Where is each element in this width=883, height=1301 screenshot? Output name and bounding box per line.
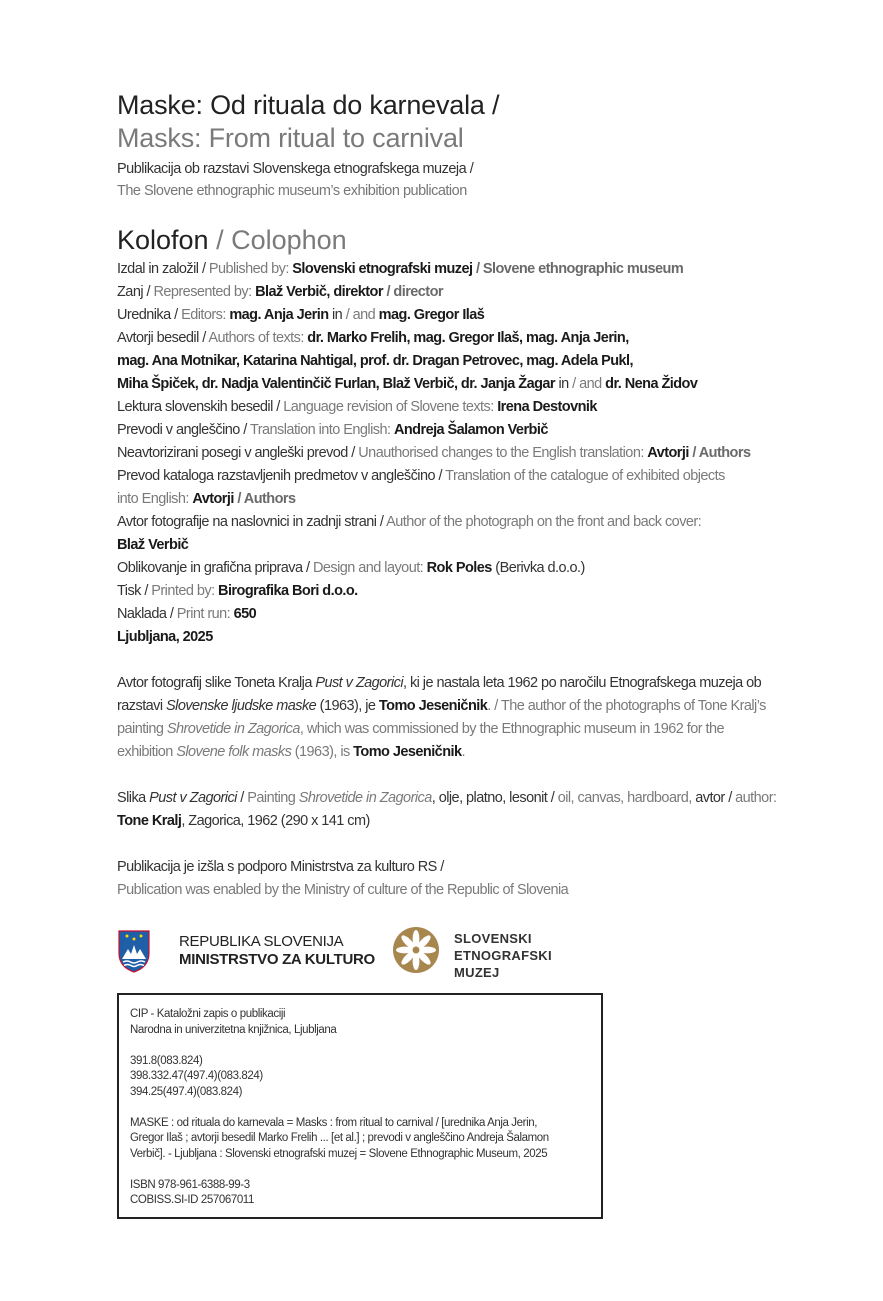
editors-label-sl: Urednika / [117,307,182,323]
cip-udc-1: 391.8(083.824) [130,1054,203,1067]
authors-line [117,327,777,350]
place-year: Ljubljana, 2025 [117,629,213,645]
print-label-sl: Tisk / [117,583,152,599]
pt-4: Painting [247,790,299,806]
design-line [117,557,777,580]
pc-12: Tomo Jeseničnik [353,744,462,760]
cip-record-box [117,993,603,1219]
colophon-heading-en: Colophon [231,225,347,255]
subtitle-english: The Slovene ethnographic museum’s exhibition publication [117,183,467,199]
print-label-en: Printed by: [151,583,219,599]
translation-line [117,419,777,442]
editors-line [117,304,777,327]
pc-5: (1963), je [316,698,379,714]
support-sl: Publikacija je izšla s podporo Ministrstva za kulturo RS / [117,859,444,875]
pc-4: Slovenske ljudske maske [166,698,317,714]
pt-9: author: [735,790,777,806]
unauth-value-en: / Authors [688,445,751,461]
cip-record-line-1: MASKE : od rituala do karnevala = Masks : from ritual to carnival / [urednika Anja Jerin, [130,1116,538,1129]
pc-3: , ki je nastala leta 1962 po naročilu Etnografskega muzeja ob razstavi [117,675,762,714]
authors-label-en: Authors of texts: [208,330,308,346]
unauth-label-sl: Neavtorizirani posegi v angleški prevod / [117,445,359,461]
support-paragraph [117,856,777,902]
catalogue-label-en: Translation of the catalogue of exhibited objects [445,468,725,484]
pt-11: , Zagorica, 1962 (290 x 141 cm) [181,813,370,829]
run-label-sl: Naklada / [117,606,177,622]
represented-label-en: Represented by: [153,284,256,300]
pc-10: Slovene folk masks [176,744,292,760]
and-sl-2: in [555,376,573,392]
pt-3: / [236,790,248,806]
cip-isbn: ISBN 978-961-6388-99-3 [130,1178,250,1191]
sem-flower-logo-icon [391,925,441,975]
and-en-2: / and [572,376,606,392]
published-label-sl: Izdal in založil / [117,261,209,277]
logos-row [117,925,597,985]
pc-9: , which was commissioned by the Ethnographic museum in 1962 for the exhibition [117,721,725,760]
print-value: Birografika Bori d.o.o. [218,583,358,599]
photo-value: Blaž Verbič [117,537,189,553]
and-sl: in [328,307,346,323]
cip-record-line-3: Verbič]. - Ljubljana : Slovenski etnografski muzej = Slovene Ethnographic Museum, 2025 [130,1147,548,1160]
pt-5: Shrovetide in Zagorica [298,790,432,806]
sem-line-1: SLOVENSKI [454,931,532,946]
colophon-block [117,258,777,649]
design-value: Rok Poles [426,560,492,576]
sem-line-3: MUZEJ [454,965,500,980]
photo-label-sl: Avtor fotografije na naslovnici in zadnji strani / [117,514,387,530]
cip-record-line-2: Gregor Ilaš ; avtorji besedil Marko Frelih ... [et al.] ; prevodi v angleščino Andreja Šalamon [130,1132,549,1144]
pt-7: oil, canvas, hardboard, [557,790,692,806]
run-label-en: Print run: [176,606,234,622]
photo-credit-paragraph [117,672,777,764]
publisher-sl: Slovenski etnografski muzej [292,261,473,277]
cip-cobiss: COBISS.SI-ID 257067011 [130,1194,254,1206]
colophon-heading [117,222,777,258]
photo-label-en: Author of the photograph on the front and back cover: [386,514,702,530]
pc-7: . / The author of the photographs of Tone Kralj’s painting [117,698,766,737]
translation-label-en: Translation into English: [249,422,394,438]
design-extra: (Berivka d.o.o.) [491,560,585,576]
title-slovene: Maske: Od rituala do karnevala / [117,90,500,120]
represented-value-en: / director [382,284,443,300]
editor-1: mag. Anja Jerin [229,307,329,323]
lector-value: Irena Destovnik [497,399,597,415]
authors-names-1: dr. Marko Frelih, mag. Gregor Ilaš, mag. Anja Jerin, [307,330,629,346]
colophon-heading-sl: Kolofon [117,225,209,255]
translation-label-sl: Prevodi v angleščino / [117,422,250,438]
catalogue-value-en: / Authors [233,491,296,507]
cip-udc-3: 394.25(497.4)(083.824) [130,1085,243,1098]
print-line [117,580,777,603]
represented-value-sl: Blaž Verbič, direktor [255,284,383,300]
authors-line-3 [117,373,777,396]
cip-title: CIP - Kataložni zapis o publikaciji [130,1008,286,1020]
run-line [117,603,777,626]
painting-paragraph [117,787,777,833]
unauth-label-en: Unauthorised changes to the English translation: [358,445,648,461]
unauth-value-sl: Avtorji [647,445,689,461]
pc-6: Tomo Jeseničnik [378,698,488,714]
title-english: Masks: From ritual to carnival [117,123,464,153]
subtitle-slovene: Publikacija ob razstavi Slovenskega etnografskega muzeja / [117,161,474,177]
pt-10: Tone Kralj [117,813,182,829]
run-value: 650 [233,606,257,622]
colophon-page [117,88,777,902]
catalogue-value-sl: Avtorji [192,491,234,507]
design-label-sl: Oblikovanje in grafična priprava / [117,560,313,576]
authors-last: dr. Nena Židov [605,376,698,392]
pc-1: Avtor fotografij slike Toneta Kralja [117,675,316,691]
published-line [117,258,777,281]
and-en: / and [345,307,379,323]
ministry-line-2: MINISTRSTVO ZA KULTURO [179,951,375,968]
authors-label-sl: Avtorji besedil / [117,330,209,346]
lector-label-sl: Lektura slovenskih besedil / [117,399,284,415]
catalogue-line-2 [117,488,777,511]
photo-line [117,511,777,534]
represented-line [117,281,777,304]
pc-8: Shrovetide in Zagorica [166,721,300,737]
support-en: Publication was enabled by the Ministry of culture of the Republic of Slovenia [117,882,569,898]
sem-logo-text [454,930,552,981]
pc-2: Pust v Zagorici [315,675,403,691]
publisher-en: / Slovene ethnographic museum [472,261,684,277]
sem-line-2: ETNOGRAFSKI [454,948,552,963]
pc-13: . [461,744,465,760]
catalogue-label-sl: Prevod kataloga razstavljenih predmetov v angleščino / [117,468,446,484]
represented-label-sl: Zanj / [117,284,154,300]
pt-1: Slika [117,790,150,806]
published-label-en: Published by: [208,261,293,277]
ministry-logo-text [179,933,375,969]
pt-8: avtor / [691,790,736,806]
pt-2: Pust v Zagorici [149,790,237,806]
authors-names-2: mag. Ana Motnikar, Katarina Nahtigal, prof. dr. Dragan Petrovec, mag. Adela Pukl, [117,353,633,369]
lector-label-en: Language revision of Slovene texts: [283,399,498,415]
unauth-line [117,442,777,465]
design-label-en: Design and layout: [312,560,427,576]
slovenia-coat-of-arms-icon [117,929,151,973]
colophon-heading-sep: / [208,225,232,255]
pt-6: , olje, platno, lesonit / [431,790,558,806]
catalogue-line [117,465,777,488]
editors-label-en: Editors: [181,307,230,323]
translation-value: Andreja Šalamon Verbič [393,422,548,438]
ministry-line-1: REPUBLIKA SLOVENIJA [179,933,344,950]
authors-names-3: Miha Špiček, dr. Nadja Valentinčič Furlan, Blaž Verbič, dr. Janja Žagar [117,376,556,392]
lector-line [117,396,777,419]
cip-library: Narodna in univerzitetna knjižnica, Ljubljana [130,1023,337,1036]
cip-udc-2: 398.332.47(497.4)(083.824) [130,1070,263,1082]
catalogue-label-en-2: into English: [117,491,193,507]
editor-2: mag. Gregor Ilaš [378,307,485,323]
pc-11: (1963), is [291,744,354,760]
